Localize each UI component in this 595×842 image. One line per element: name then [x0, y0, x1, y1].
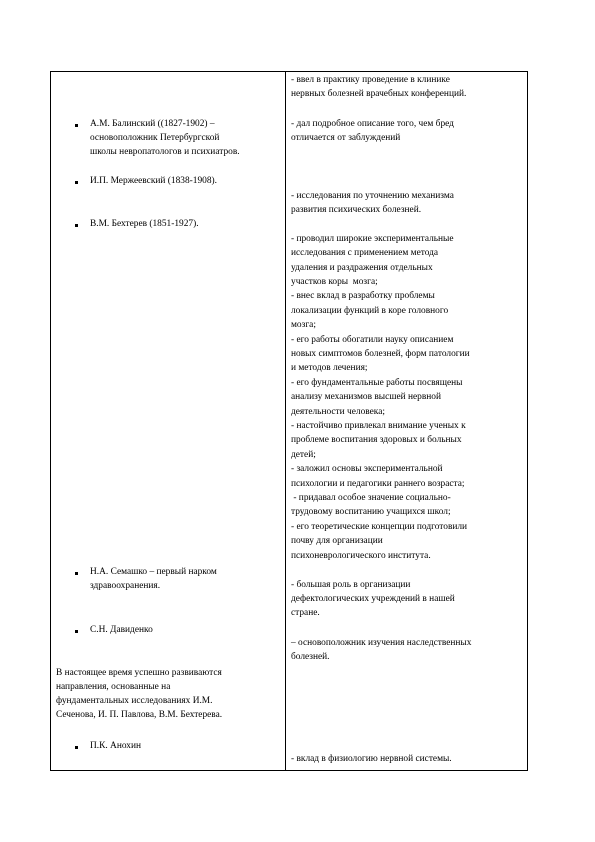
block4-line-23: психоневрологического института.	[291, 551, 431, 561]
block4-line-19: - придавал особое значение социально-	[291, 493, 451, 503]
merzheevsky-line-1: И.П. Мержеевский (1838-1908).	[90, 176, 217, 186]
block2-line-2: отличается от заблуждений	[291, 133, 401, 143]
block1-line-2: нервных болезней врачебных конференций.	[291, 89, 467, 99]
block4-line-1: - проводил широкие экспериментальные	[291, 234, 454, 244]
block6-line-2: болезней.	[291, 652, 330, 662]
block4-line-18: психологии и педагогики раннего возраста;	[291, 479, 465, 489]
balinsky-line-3: школы невропатологов и психиатров.	[90, 147, 240, 157]
block4-line-5: - внес вклад в разработку проблемы	[291, 291, 435, 301]
block4-line-7: мозга;	[291, 320, 316, 330]
block4-line-11: - его фундаментальные работы посвящены	[291, 378, 463, 388]
block7-line-1: - вклад в физиологию нервной системы.	[291, 754, 452, 764]
block3-line-1: - исследования по уточнению механизма	[291, 191, 454, 201]
block4-line-4: участков коры мозга;	[291, 277, 378, 287]
block4-line-9: новых симптомов болезней, форм патологии	[291, 349, 470, 359]
bullet-anokhin	[75, 746, 78, 749]
column-divider	[285, 71, 286, 771]
present-line-2: направления, основанные на	[56, 682, 171, 692]
block3-line-2: развития психических болезней.	[291, 205, 422, 215]
block4-line-2: исследования с применением метода	[291, 248, 439, 258]
block5-line-1: - большая роль в организации	[291, 580, 411, 590]
block4-line-14: - настойчиво привлекал внимание ученых к	[291, 421, 466, 431]
block4-line-10: и методов лечения;	[291, 363, 368, 373]
block4-line-22: почву для организации	[291, 536, 383, 546]
semashko-line-2: здравоохранения.	[90, 581, 161, 591]
present-line-3: фундаментальных исследованиях И.М.	[56, 696, 213, 706]
bullet-merzheevsky	[75, 181, 78, 184]
block5-line-2: дефектологических учреждений в нашей	[291, 594, 455, 604]
block4-line-13: деятельности человека;	[291, 407, 385, 417]
block4-line-20: трудовому воспитанию учащихся школ;	[291, 507, 451, 517]
block1-line-1: - ввел в практику проведение в клинике	[291, 75, 450, 85]
balinsky-line-2: основоположник Петербургской	[90, 133, 220, 143]
block4-line-15: проблеме воспитания здоровых и больных	[291, 435, 462, 445]
present-line-1: В настоящее время успешно развиваются	[56, 668, 222, 678]
bullet-davidenko	[75, 630, 78, 633]
bullet-bekhterev	[75, 224, 78, 227]
balinsky-line-1: А.М. Балинский ((1827-1902) –	[90, 119, 215, 129]
block4-line-21: - его теоретические концепции подготовили	[291, 522, 468, 532]
bekhterev-line-1: В.М. Бехтерев (1851-1927).	[90, 219, 199, 229]
bullet-semashko	[75, 572, 78, 575]
block4-line-16: детей;	[291, 450, 316, 460]
block4-line-8: - его работы обогатили науку описанием	[291, 335, 454, 345]
anokhin-line-1: П.К. Анохин	[90, 741, 142, 751]
present-line-4: Сеченова, И. П. Павлова, В.М. Бехтерева.	[56, 710, 223, 720]
block4-line-3: удаления и раздражения отдельных	[291, 263, 433, 273]
block4-line-6: локализации функций в коре головного	[291, 306, 449, 316]
bullet-balinsky	[75, 124, 78, 127]
block4-line-12: анализу механизмов высшей нервной	[291, 392, 441, 402]
block5-line-3: стране.	[291, 608, 320, 618]
block2-line-1: - дал подробное описание того, чем бред	[291, 119, 454, 129]
semashko-line-1: Н.А. Семашко – первый нарком	[90, 567, 217, 577]
davidenko-line-1: С.Н. Давиденко	[90, 625, 153, 635]
block6-line-1: – основоположник изучения наследственных	[291, 638, 472, 648]
block4-line-17: - заложил основы экспериментальной	[291, 464, 443, 474]
